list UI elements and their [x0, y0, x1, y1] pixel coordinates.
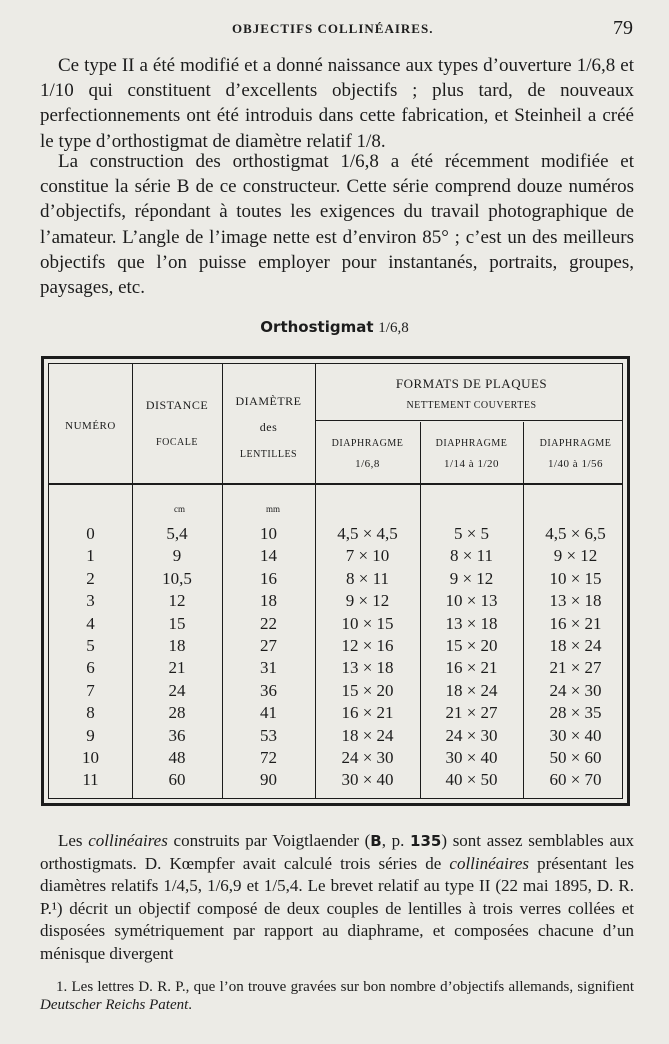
cell-diaph-3: 60 × 70	[549, 770, 602, 790]
cell-numero: 0	[86, 524, 95, 543]
cell-diaph-2: 10 × 13	[445, 591, 498, 611]
p3-text: ) sont assez semblables aux orthostigmats. D. Kœmpfer avait calculé trois séries de	[40, 831, 634, 873]
p3-text: présentant les diamètres relatifs 1/4,5, 1/6,9 et 1/5,4. Le brevet relatif au type II (22 mai 1895, D. R. P.¹) décrit un objectif composé de deux couples de lentilles à trois verres collées et disposées symétriquement par rapport au diaphrame, et composées chacune d’un ménisque divergent	[40, 853, 634, 963]
lens-table-inner	[48, 363, 623, 799]
header-diaph-3: DIAPHRAGME	[539, 438, 612, 449]
header-focale: FOCALE	[156, 437, 198, 448]
cell-focale: 60	[168, 770, 186, 790]
cell-diaph-3: 9 × 12	[553, 546, 598, 566]
table-title-ratio: 1/6,8	[378, 320, 409, 336]
cell-diaph-1: 24 × 30	[341, 748, 394, 767]
cell-diaph-3: 21 × 27	[549, 658, 602, 678]
header-diaph-2: DIAPHRAGME	[435, 438, 508, 449]
page-number: 79	[613, 17, 633, 39]
cell-diaph-2: 15 × 20	[445, 636, 498, 655]
cell-diaph-3: 50 × 60	[549, 748, 602, 767]
cell-diaph-3: 16 × 21	[549, 613, 602, 633]
cell-numero: 4	[86, 613, 95, 633]
cell-numero: 3	[86, 591, 95, 611]
cell-diaph-1: 13 × 18	[341, 658, 394, 678]
cell-diametre: 22	[260, 613, 277, 633]
formats-rule	[315, 420, 622, 421]
cell-focale: 15	[168, 613, 186, 633]
cell-diametre: 72	[260, 748, 277, 767]
cell-focale: 48	[168, 748, 186, 767]
cell-diaph-2: 24 × 30	[445, 725, 498, 745]
cell-focale: 12	[168, 591, 186, 611]
cell-numero: 1	[86, 546, 95, 566]
table-title	[0, 318, 669, 337]
header-diaph-3-value: 1/40 à 1/56	[548, 458, 603, 470]
cell-focale: 36	[168, 725, 186, 745]
cell-diaph-1: 30 × 40	[341, 770, 394, 790]
cell-diaph-2: 40 × 50	[445, 770, 498, 790]
cell-diametre: 14	[260, 546, 277, 566]
header-distance: DISTANCE	[145, 398, 209, 412]
cell-diaph-3: 13 × 18	[549, 591, 602, 611]
paragraph-3	[40, 830, 634, 965]
cell-diametre: 36	[260, 680, 277, 700]
cell-focale: 9	[172, 546, 182, 566]
cell-diaph-2: 8 × 11	[450, 546, 493, 566]
cell-diaph-1: 9 × 12	[345, 591, 390, 611]
table-title-name: Orthostigmat	[260, 318, 374, 336]
p3-italic: collinéaires	[449, 853, 530, 873]
cell-diametre: 27	[260, 636, 277, 655]
cell-diametre: 10	[260, 524, 277, 543]
header-diaph-1-value: 1/6,8	[355, 458, 380, 470]
unit-focale: cm	[174, 504, 185, 514]
cell-numero: 7	[86, 680, 95, 700]
cell-diaph-2: 5 × 5	[453, 524, 490, 543]
header-numero: NUMÉRO	[65, 420, 116, 432]
cell-diaph-1: 16 × 21	[341, 703, 394, 723]
p3-text: Les	[58, 831, 89, 850]
cell-numero: 5	[86, 636, 95, 655]
cell-focale: 21	[168, 658, 186, 678]
cell-diaph-1: 4,5 × 4,5	[337, 524, 398, 543]
p3-italic: collinéaires	[88, 831, 168, 850]
paragraph-2: La construction des orthostigmat 1/6,8 a été récemment modifiée et constitue la série B de ce constructeur. Cette série comprend douze numéros d’objectifs, répondant à toutes les exigences du travail photographique de l’amateur. L’angle de l’image nette est d’environ 85° ; c’est un des meilleurs objectifs que l’on puisse employer pour instantanés, portraits, groupes, paysages, etc.	[40, 151, 634, 299]
header-diaph-2-value: 1/14 à 1/20	[444, 458, 499, 470]
header-lentilles: LENTILLES	[239, 449, 298, 460]
header-diaph-1: DIAPHRAGME	[331, 438, 404, 449]
cell-diaph-1: 7 × 10	[345, 546, 390, 566]
footnote-italic: Deutscher Reichs Patent	[40, 997, 189, 1013]
cell-focale: 10,5	[162, 568, 192, 588]
cell-focale: 5,4	[166, 524, 188, 543]
cell-diaph-1: 15 × 20	[341, 680, 394, 700]
paragraph-1: Ce type II a été modifié et a donné naissance aux types d’ouverture 1/6,8 et 1/10 qui constituent d’excellents objectifs ; plus tard, de nouveaux perfectionnements ont été introduis dans cette fabrication, et Steinheil a créé le type d’orthostigmat de diamètre relatif 1/8.	[40, 55, 634, 152]
cell-diaph-2: 16 × 21	[445, 658, 498, 678]
cell-diaph-2: 30 × 40	[445, 748, 498, 767]
header-diametre: DIAMÈTRE	[235, 394, 302, 408]
cell-numero: 10	[82, 748, 99, 767]
footnote-end: .	[188, 997, 193, 1013]
cell-diaph-2: 21 × 27	[445, 703, 498, 723]
header-nettement: NETTEMENT COUVERTES	[406, 400, 537, 411]
p3-text: , p.	[381, 831, 411, 850]
running-head	[0, 19, 669, 41]
cell-diaph-2: 18 × 24	[445, 680, 498, 700]
cell-focale: 24	[168, 680, 186, 700]
header-des: des	[259, 420, 278, 434]
lens-table	[41, 356, 630, 806]
cell-diaph-3: 30 × 40	[549, 725, 602, 745]
cell-diaph-3: 24 × 30	[549, 680, 602, 700]
running-title: OBJECTIFS COLLINÉAIRES.	[232, 21, 434, 36]
cell-diaph-2: 9 × 12	[449, 568, 494, 588]
cell-diaph-1: 18 × 24	[341, 725, 394, 745]
header-rule	[49, 483, 622, 485]
cell-diametre: 41	[260, 703, 277, 723]
cell-numero: 2	[86, 568, 95, 588]
header-formats: FORMATS DE PLAQUES	[395, 376, 548, 391]
cell-diametre: 31	[260, 658, 277, 678]
cell-diametre: 16	[260, 568, 277, 588]
p3-text: construits par Voigtlaender (	[167, 831, 371, 850]
p3-bold: 135	[410, 832, 442, 850]
p3-bold: B	[370, 832, 382, 850]
cell-numero: 11	[82, 770, 99, 790]
footnote	[40, 978, 634, 1014]
cell-diaph-3: 4,5 × 6,5	[545, 524, 606, 543]
cell-diaph-1: 8 × 11	[346, 568, 389, 588]
footnote-text: 1. Les lettres D. R. P., que l’on trouve gravées sur bon nombre d’objectifs allemands, signifient	[56, 979, 634, 995]
cell-numero: 9	[86, 725, 95, 745]
unit-diametre: mm	[266, 504, 281, 514]
cell-diaph-3: 28 × 35	[549, 703, 602, 723]
cell-focale: 28	[168, 703, 186, 723]
cell-diaph-2: 13 × 18	[445, 613, 498, 633]
cell-focale: 18	[168, 636, 186, 655]
cell-diametre: 90	[260, 770, 277, 790]
cell-diaph-3: 10 × 15	[549, 568, 602, 588]
cell-diametre: 53	[260, 725, 277, 745]
cell-diaph-3: 18 × 24	[549, 636, 602, 655]
cell-diaph-1: 12 × 16	[341, 636, 394, 655]
cell-diaph-1: 10 × 15	[341, 613, 394, 633]
cell-numero: 6	[86, 658, 95, 678]
cell-numero: 8	[86, 703, 95, 723]
cell-diametre: 18	[260, 591, 277, 611]
